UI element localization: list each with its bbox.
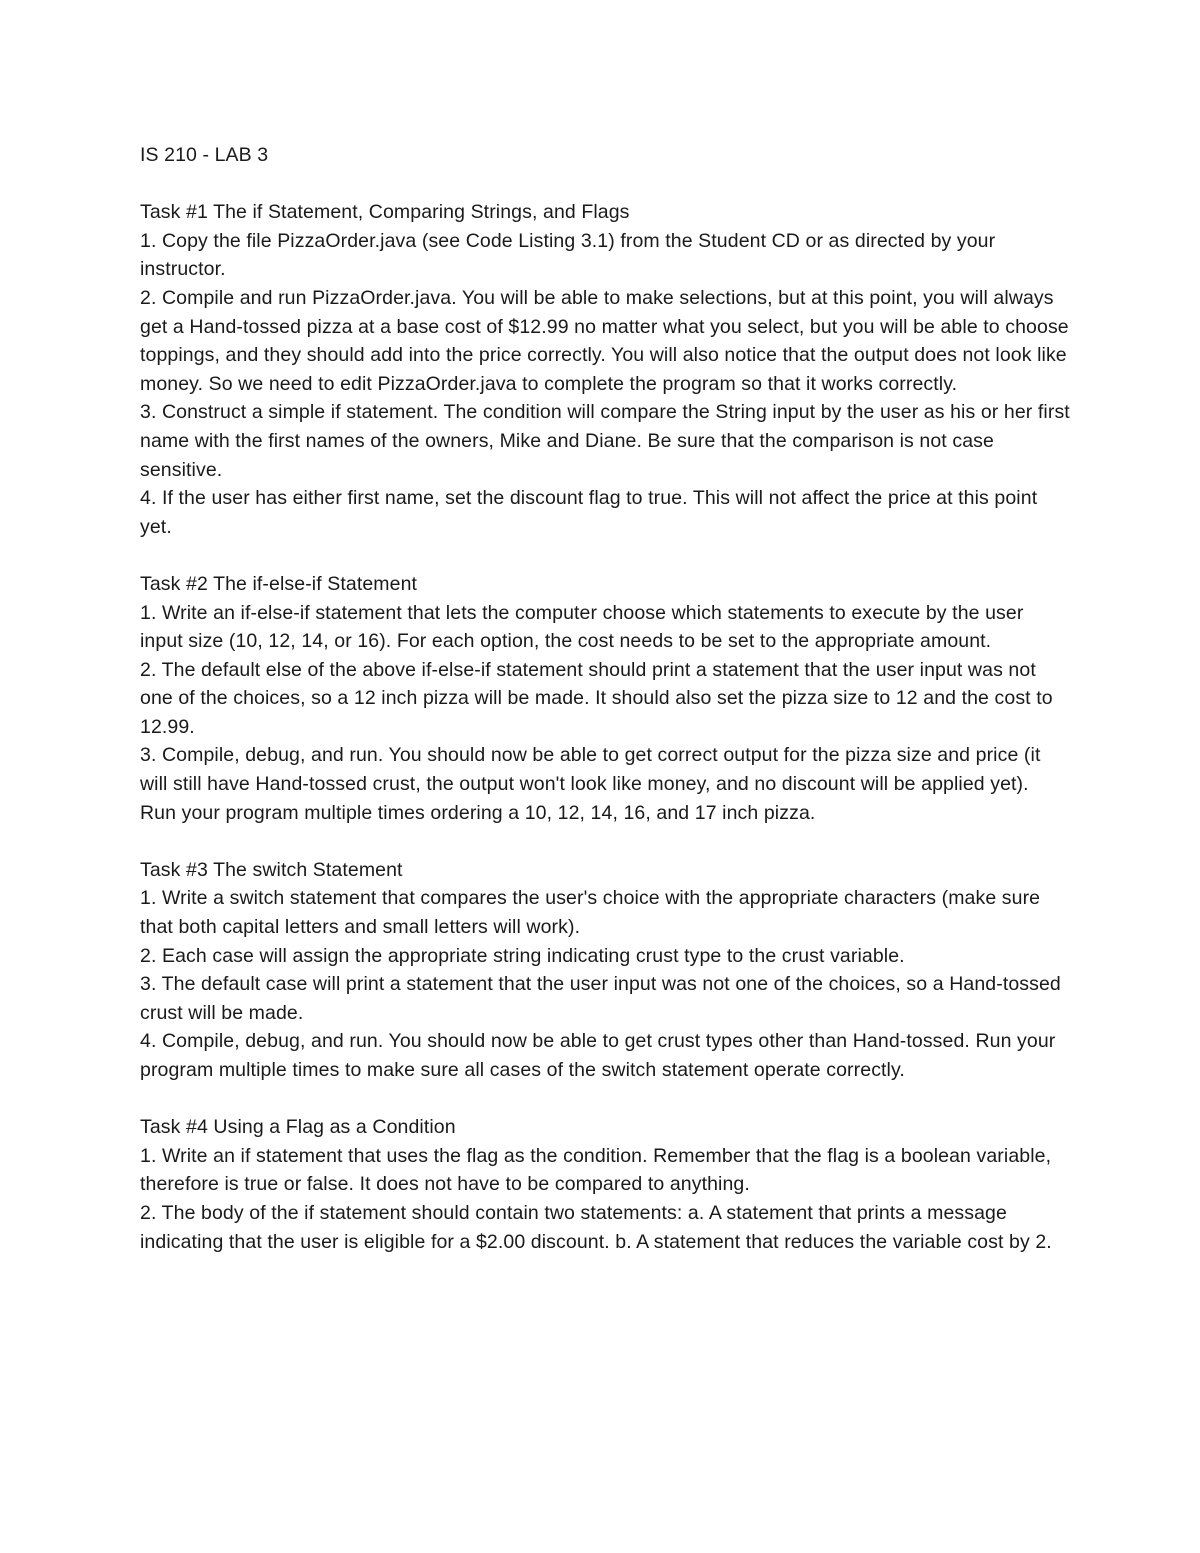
document-title: IS 210 - LAB 3	[140, 144, 269, 166]
task-item: 1. Write an if statement that uses the flag as the condition. Remember that the flag is a boolean variable, therefore is true or false. It does not have to be compared to anything.	[140, 1144, 1052, 1196]
task-2-section	[140, 570, 1070, 827]
task-heading: Task #2 The if-else-if Statement	[140, 572, 418, 595]
task-item: 2. Compile and run PizzaOrder.java. You will be able to make selections, but at this point, you will always get a Hand-tossed pizza at a base cost of $12.99 no matter what you select, but you will be able to choose toppings, and they should add into the price correctly. You will also notice that the output does not look like money. So we need to edit PizzaOrder.java to complete the program so that it works correctly.	[140, 286, 1069, 395]
task-item: 1. Copy the file PizzaOrder.java (see Code Listing 3.1) from the Student CD or as directed by your instructor.	[140, 229, 996, 281]
task-heading: Task #1 The if Statement, Comparing Strings, and Flags	[140, 201, 630, 224]
task-item: 3. Construct a simple if statement. The condition will compare the String input by the user as his or her first name with the first names of the owners, Mike and Diane. Be sure that the comparison is not case sensitive.	[140, 401, 1070, 481]
task-item: 4. If the user has either first name, set the discount flag to true. This will not affect the price at this point yet.	[140, 487, 1038, 538]
task-item: 2. The default else of the above if-else-if statement should print a statement that the user input was not one of the choices, so a 12 inch pizza will be made. It should also set the pizza size to 12 and the cost to 12.99.	[140, 658, 1053, 738]
task-item: 1. Write a switch statement that compares the user's choice with the appropriate characters (make sure that both capital letters and small letters will work).	[140, 887, 1041, 939]
task-item: 2. The body of the if statement should contain two statements: a. A statement that prints a message indicating that the user is eligible for a $2.00 discount. b. A statement that reduces the variable cost by 2.	[140, 1201, 1052, 1253]
task-4-section	[140, 1113, 1070, 1256]
document-body	[140, 141, 1070, 1256]
task-item: 3. Compile, debug, and run. You should now be able to get correct output for the pizza size and price (it will still have Hand-tossed crust, the output won't look like money, and no discount will be applied yet). Run your program multiple times ordering a 10, 12, 14, 16, and 17 inch pizza.	[140, 744, 1041, 824]
task-heading: Task #3 The switch Statement	[140, 858, 403, 881]
task-heading: Task #4 Using a Flag as a Condition	[140, 1116, 456, 1139]
task-item: 3. The default case will print a statement that the user input was not one of the choices, so a Hand-tossed crust will be made.	[140, 973, 1061, 1024]
task-item: 1. Write an if-else-if statement that lets the computer choose which statements to execute by the user input size (10, 12, 14, or 16). For each option, the cost needs to be set to the appropriate amount.	[140, 601, 1024, 653]
task-1-section	[140, 198, 1070, 541]
task-item: 4. Compile, debug, and run. You should now be able to get crust types other than Hand-tossed. Run your program multiple times to make sure all cases of the switch statement operate correctly.	[140, 1030, 1056, 1081]
task-3-section	[140, 856, 1070, 1085]
task-item: 2. Each case will assign the appropriate string indicating crust type to the crust variable.	[140, 944, 905, 967]
